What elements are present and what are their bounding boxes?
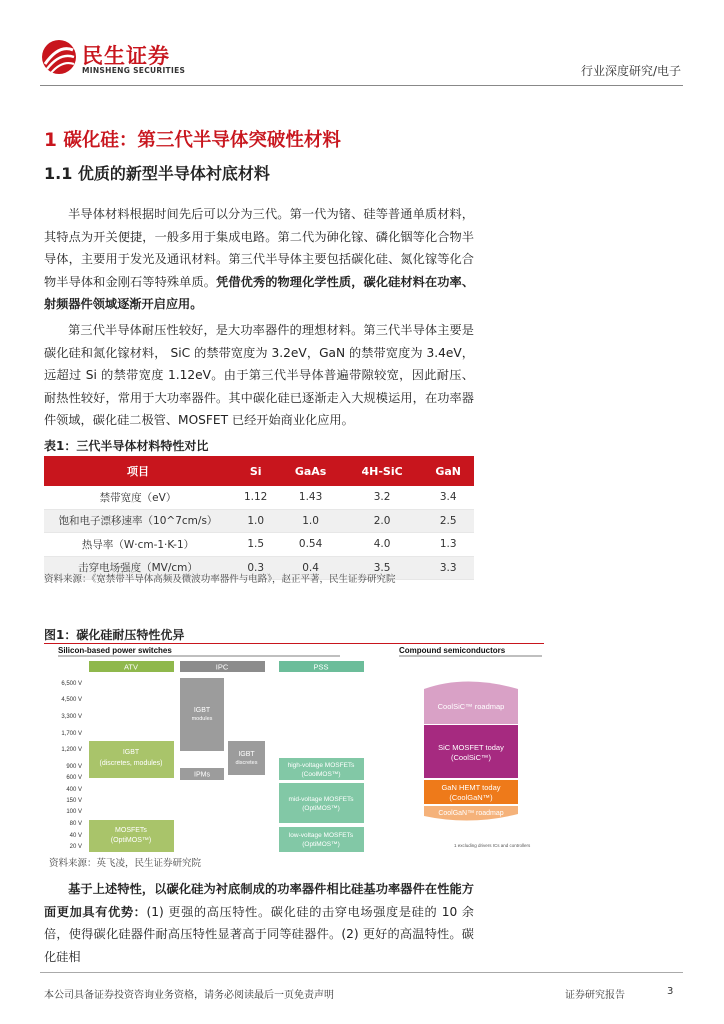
hv-mosfets-label: high-voltage MOSFETs (287, 762, 355, 769)
report-category: 行业深度研究/电子 (580, 64, 681, 78)
paragraph-3 (44, 878, 474, 968)
coolgan-roadmap-label: CoolGaN™ roadmap (438, 810, 504, 817)
table-row (44, 486, 474, 509)
paragraph-1 (44, 203, 474, 316)
table-row (44, 533, 474, 557)
table-header: GaAs (279, 456, 341, 486)
voltage-label: 100 V (66, 809, 82, 815)
ipc-label: IPC (215, 662, 229, 672)
voltage-label: 80 V (69, 821, 82, 827)
table-cell: 1.0 (232, 509, 279, 533)
voltage-label: 1,200 V (61, 747, 82, 753)
table-title: 表1：三代半导体材料特性对比 (44, 439, 209, 453)
mv-mosfets-label: mid-voltage MOSFETs (288, 796, 354, 803)
table-cell: 3.2 (342, 486, 423, 509)
power-switch-voltage-diagram (44, 644, 544, 854)
table-cell: 热导率（W·cm-1·K-1） (44, 533, 232, 557)
footer-disclaimer: 本公司具备证券投资咨询业务资格，请务必阅读最后一页免责声明 (44, 990, 334, 1001)
lv-mosfets-label: low-voltage MOSFETs (288, 832, 354, 839)
lv-mosfets-box (279, 827, 364, 852)
voltage-label: 4,500 V (61, 697, 82, 703)
section-title: 1 碳化硅：第三代半导体突破性材料 (44, 130, 341, 151)
mosfets-atv-label: MOSFETs (115, 827, 147, 834)
table-cell: 3.5 (342, 556, 423, 580)
paragraph-2 (44, 319, 474, 432)
igbt-discretes-label: IGBT (238, 751, 255, 758)
footer-doc-type: 证券研究报告 (565, 990, 625, 1001)
table-cell: 3.4 (422, 486, 474, 509)
table-cell: 0.54 (279, 533, 341, 557)
left-heading: Silicon-based power switches (58, 646, 172, 655)
igbt-modules-label: IGBT (193, 707, 211, 714)
table-cell: 0.4 (279, 556, 341, 580)
paragraph-1-text: 半导体材料根据时间先后可以分为三代。第一代为锗、硅等普通单质材料，其特点为开关便捷，一般多用于集成电路。第二代为砷化镓、磷化铟等化合物半导体，主要用于发光及通讯材料。第三代半导体主要包括碳化硅、氮化镓等化合物半导体和金刚石等特殊单质。 (44, 207, 474, 289)
lv-mosfets-sublabel: (OptiMOS™) (302, 841, 340, 848)
voltage-label: 150 V (66, 798, 82, 804)
table-header: Si (232, 456, 279, 486)
table-cell: 4.0 (342, 533, 423, 557)
voltage-label: 40 V (69, 833, 82, 839)
table-cell: 击穿电场强度（MV/cm） (44, 556, 232, 580)
table-cell: 饱和电子漂移速率（10^7cm/s） (44, 509, 232, 533)
footer-divider (40, 972, 683, 973)
table-cell: 1.5 (232, 533, 279, 557)
table-source: 资料来源：《宽禁带半导体高频及微波功率器件与电路》，赵正平著，民生证券研究院 (44, 574, 396, 585)
ipms-label: IPMs (194, 771, 210, 779)
figure-source: 资料来源：英飞凌，民生证券研究院 (49, 858, 202, 869)
igbt-discretes-sublabel: discretes (235, 760, 258, 766)
table-cell: 禁带宽度（eV） (44, 486, 232, 509)
coolsic-roadmap-label: CoolSiC™ roadmap (437, 702, 505, 711)
mv-mosfets-box (279, 783, 364, 823)
sic-today-sublabel: (CoolSiC™) (450, 753, 492, 762)
igbt-discretes-box (228, 741, 265, 775)
voltage-label: 1,700 V (61, 731, 82, 737)
mosfets-atv-sublabel: (OptiMOS™) (110, 837, 152, 844)
voltage-label: 400 V (66, 787, 82, 793)
paragraph-1-emphasis: 凭借优秀的物理化学性质，碳化硅材料在功率、射频器件领域逐渐开启应用。 (44, 274, 475, 311)
figure-title: 图1：碳化硅耐压特性优异 (44, 628, 185, 642)
voltage-label: 600 V (66, 775, 82, 781)
igbt-modules-sublabel: modules (191, 716, 213, 722)
brand-name-en: MINSHENG SECURITIES (82, 66, 186, 75)
voltage-label: 900 V (66, 764, 82, 770)
table-row (44, 509, 474, 533)
table-header: 4H-SiC (342, 456, 423, 486)
paragraph-3-emphasis: 基于上述特性，以碳化硅为衬底制成的功率器件相比硅基功率器件在性能方面更加具有优势： (44, 882, 474, 919)
material-comparison-table (44, 456, 474, 580)
figure-footnote: 1 excluding drivers ICs and controllers (454, 843, 531, 848)
mosfets-atv-box (89, 820, 174, 852)
table-cell: 0.3 (232, 556, 279, 580)
paragraph-3-text: (1) 更强的高压特性。碳化硅的击穿电场强度是硅的 10 余倍，使得碳化硅器件耐高压特性显著高于同等硅器件。(2) 更好的高温特性。碳化硅相 (44, 904, 474, 964)
atv-label: ATV (123, 662, 139, 672)
subsection-title: 1.1 优质的新型半导体衬底材料 (44, 164, 270, 183)
paragraph-2-text: 第三代半导体耐压性较好，是大功率器件的理想材料。第三代半导体主要是碳化硅和氮化镓材料， SiC 的禁带宽度为 3.2eV，GaN 的禁带宽度为 3.4eV，远超过 Si 的禁带宽度 1.12eV。由于第三代半导体普遍带隙较宽，因此耐压、耐热性较好，常用于大功率器件。其中碳化硅已逐渐走入大规模运用，在功率器件领域，碳化硅二极管、MOSFET 已经开始商业化应用。 (44, 323, 474, 427)
page-number: 3 (667, 986, 674, 997)
voltage-label: 6,500 V (61, 681, 82, 687)
voltage-label: 20 V (69, 844, 82, 850)
igbt-atv-sublabel: (discretes, modules) (99, 760, 163, 767)
table-header-row (44, 456, 474, 486)
table-cell: 1.3 (422, 533, 474, 557)
table-cell: 1.12 (232, 486, 279, 509)
hv-mosfets-sublabel: (CoolMOS™) (301, 771, 341, 778)
table-cell: 1.43 (279, 486, 341, 509)
pss-label: PSS (313, 662, 329, 672)
table-cell: 2.5 (422, 509, 474, 533)
gan-today-sublabel: (CoolGaN™) (449, 793, 493, 802)
table-header: 项目 (44, 456, 232, 486)
igbt-modules-box (180, 678, 224, 751)
brand-name-cn: 民生证券 (82, 44, 170, 68)
right-heading: Compound semiconductors (399, 646, 506, 655)
table-cell: 1.0 (279, 509, 341, 533)
header-divider (40, 85, 683, 86)
igbt-atv-label: IGBT (122, 749, 140, 756)
mv-mosfets-sublabel: (OptiMOS™) (302, 805, 340, 812)
voltage-label: 3,300 V (61, 714, 82, 720)
table-header: GaN (422, 456, 474, 486)
table-cell: 3.3 (422, 556, 474, 580)
gan-today-label: GaN HEMT today (441, 783, 501, 792)
table-cell: 2.0 (342, 509, 423, 533)
minsheng-logo-icon (40, 38, 78, 76)
sic-today-label: SiC MOSFET today (438, 743, 504, 752)
